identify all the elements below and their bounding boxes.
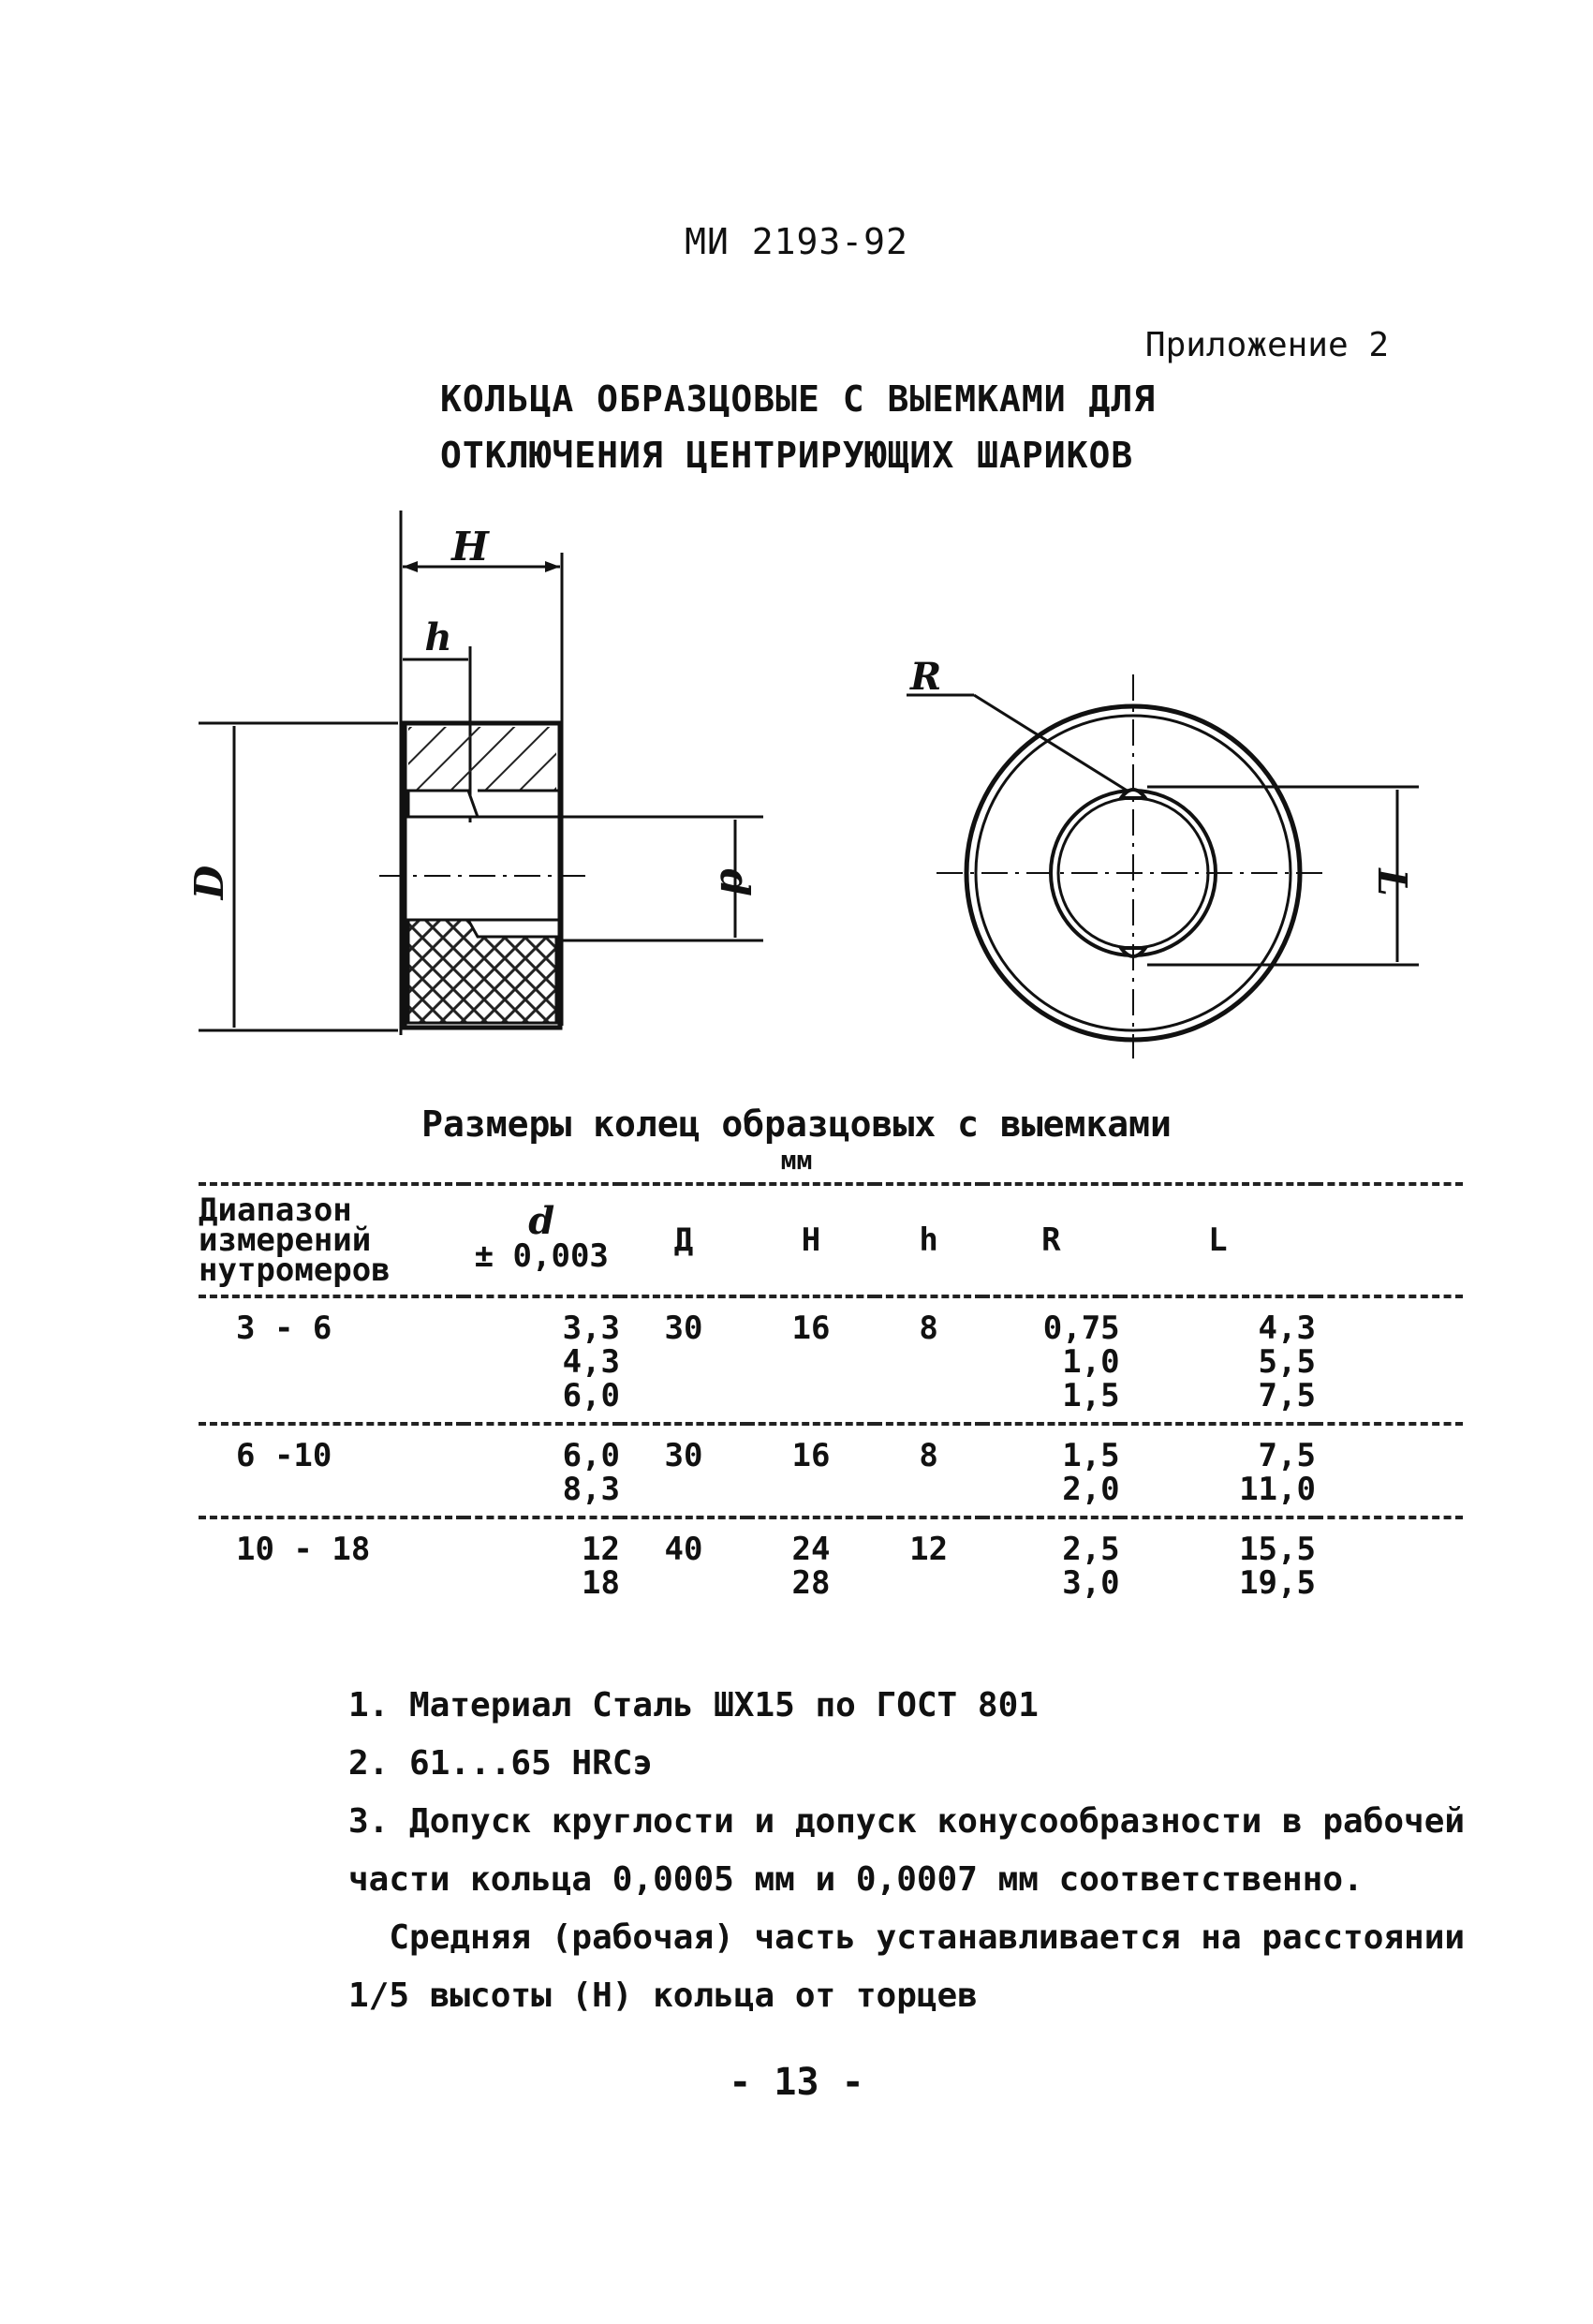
cell-h: 16 — [747, 1424, 875, 1517]
note-line: части кольца 0,0005 мм и 0,0007 мм соответственно. — [348, 1860, 1364, 1899]
cell-l: 15,5 19,5 — [1239, 1531, 1316, 1602]
cell-range: 6 -10 — [199, 1424, 464, 1517]
title-line-1: КОЛЬЦА ОБРАЗЦОВЫЕ С ВЫЕМКАМИ ДЛЯ — [440, 378, 1157, 420]
note-line: 3. Допуск круглости и допуск конусообразности в рабочей — [348, 1802, 1466, 1841]
document-code: МИ 2193-92 — [685, 221, 908, 262]
appendix-label: Приложение 2 — [1144, 326, 1389, 364]
label-D: D — [186, 865, 232, 900]
header-L: L — [1120, 1184, 1316, 1296]
cell-l: 7,5 11,0 — [1120, 1424, 1316, 1517]
table-row — [199, 1296, 1463, 1424]
table-row — [199, 1517, 1463, 1609]
header-d — [464, 1184, 620, 1296]
cell-r: 2,5 3,0 — [1062, 1531, 1120, 1602]
dimensions-table — [199, 1182, 1463, 1609]
header-H: Н — [747, 1184, 875, 1296]
cell-r: 0,75 1,0 1,5 — [982, 1296, 1120, 1424]
cell-r: 1,5 2,0 — [982, 1424, 1120, 1517]
table-header-row — [199, 1184, 1463, 1296]
cell-h: 24 28 — [791, 1531, 831, 1602]
header-range: Диапазон измерений нутромеров — [199, 1184, 464, 1296]
cell-l: 4,3 5,5 7,5 — [1120, 1296, 1316, 1424]
header-d-tolerance: ± 0,003 — [474, 1237, 609, 1275]
cell-d: 6,0 8,3 — [464, 1424, 620, 1517]
note-line: 2. 61...65 HRCэ — [348, 1744, 654, 1783]
note-line: Средняя (рабочая) часть устанавливается на расстоянии — [348, 1918, 1466, 1957]
note-line: 1. Материал Сталь ШХ15 по ГОСТ 801 — [348, 1686, 1039, 1724]
technical-drawing — [0, 0, 1593, 1105]
label-R: R — [910, 655, 942, 699]
dimension-labels — [186, 524, 1415, 900]
label-d: d — [712, 868, 758, 896]
cell-h: 8 — [875, 1296, 982, 1424]
table-caption: Размеры колец образцовых с выемками — [421, 1103, 1172, 1145]
header-d-symbol: d — [528, 1199, 555, 1243]
title-line-2: ОТКЛЮЧЕНИЯ ЦЕНТРИРУЮЩИХ ШАРИКОВ — [440, 435, 1134, 476]
cell-h: 16 — [747, 1296, 875, 1424]
table-row — [199, 1424, 1463, 1517]
cell-h: 8 — [875, 1424, 982, 1517]
table-unit: мм — [780, 1145, 813, 1176]
header-R: R — [982, 1184, 1120, 1296]
cell-range: 3 - 6 — [199, 1296, 464, 1424]
header-h: h — [875, 1184, 982, 1296]
cell-range: 10 - 18 — [236, 1531, 371, 1568]
cell-d: 3,3 4,3 6,0 — [464, 1296, 620, 1424]
notes-block — [348, 1677, 1465, 2025]
label-L: L — [1369, 868, 1415, 896]
header-D: Д — [620, 1184, 747, 1296]
note-line: 1/5 высоты (Н) кольца от торцев — [348, 1976, 978, 2015]
cell-d: 30 — [620, 1424, 747, 1517]
page-number: - 13 - — [729, 2061, 864, 2104]
front-view — [907, 674, 1419, 1058]
label-H: H — [451, 524, 489, 570]
cell-h: 12 — [909, 1531, 949, 1568]
cell-d: 40 — [664, 1531, 703, 1568]
cell-d: 12 18 — [582, 1531, 620, 1602]
cell-d: 30 — [620, 1296, 747, 1424]
section-view — [199, 511, 763, 1035]
table-body — [199, 1296, 1463, 1609]
label-h: h — [424, 615, 452, 659]
